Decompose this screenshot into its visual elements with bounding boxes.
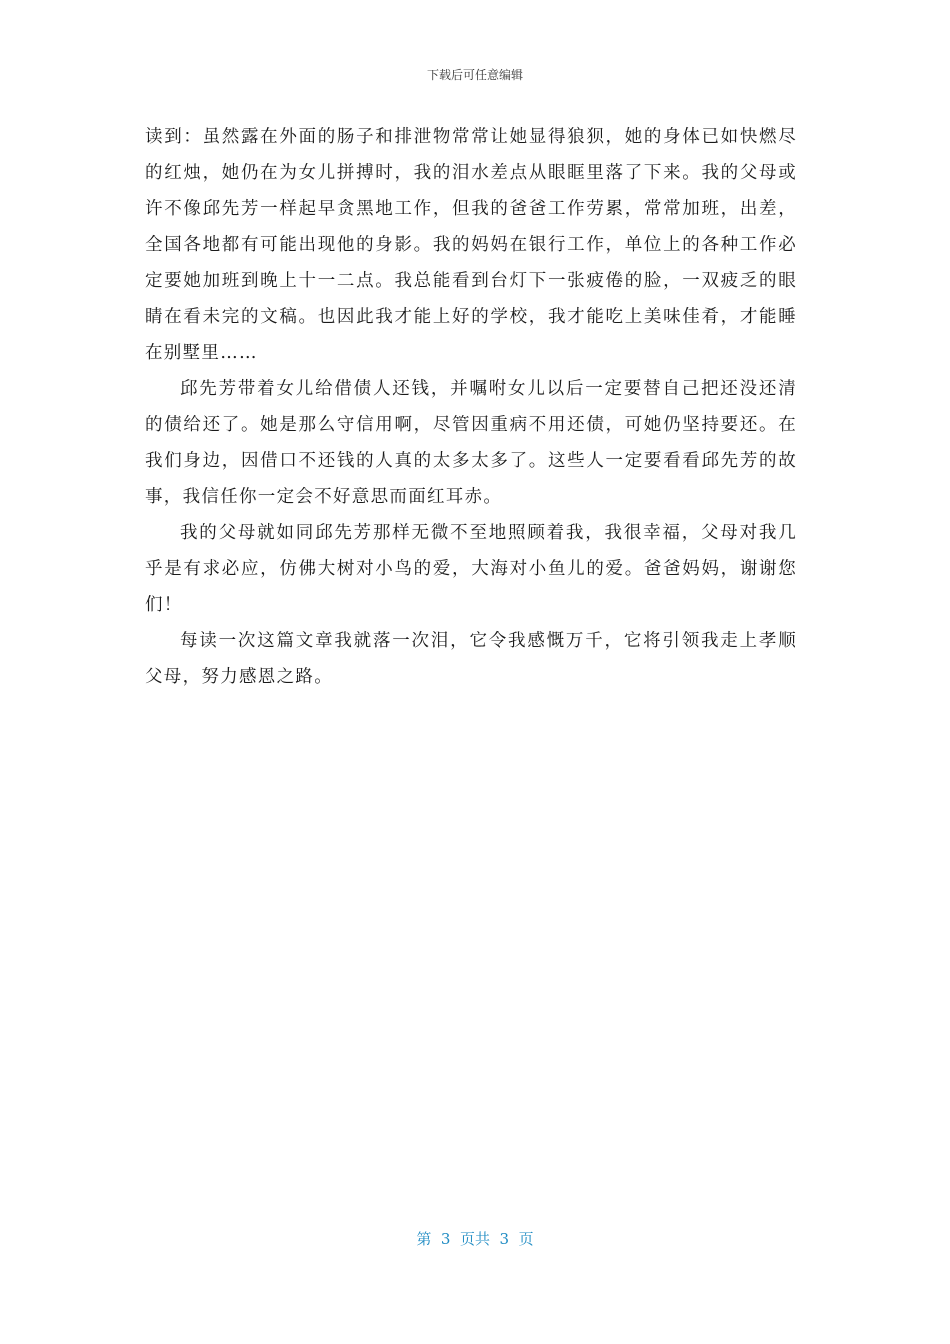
paragraph-2: 邱先芳带着女儿给借债人还钱，并嘱咐女儿以后一定要替自己把还没还清的债给还了。她是那么守信用啊，尽管因重病不用还债，可她仍坚持要还。在我们身边，因借口不还钱的人真的太多太多了。这些人一定要看看邱先芳的故事，我信任你一定会不好意思而面红耳赤。 <box>145 379 797 507</box>
paragraph-3: 我的父母就如同邱先芳那样无微不至地照顾着我，我很幸福，父母对我几乎是有求必应，仿佛大树对小鸟的爱，大海对小鱼儿的爱。爸爸妈妈，谢谢您们！ <box>145 523 797 615</box>
page-number-footer: 第 3 页共 3 页 <box>416 1230 534 1248</box>
paragraph-4: 每读一次这篇文章我就落一次泪，它令我感慨万千，它将引领我走上孝顺父母，努力感恩之路。 <box>145 631 797 687</box>
paragraph-1: 读到：虽然露在外面的肠子和排泄物常常让她显得狼狈，她的身体已如快燃尽的红烛，她仍在为女儿拼搏时，我的泪水差点从眼眶里落了下来。我的父母或许不像邱先芳一样起早贪黑地工作，但我的爸爸工作劳累，常常加班，出差，全国各地都有可能出现他的身影。我的妈妈在银行工作，单位上的各种工作必定要她加班到晚上十一二点。我总能看到台灯下一张疲倦的脸，一双疲乏的眼睛在看未完的文稿。也因此我才能上好的学校，我才能吃上美味佳肴，才能睡在别墅里…… <box>145 127 797 363</box>
page-header: 下载后可任意编辑 <box>426 68 523 82</box>
document-body <box>145 119 797 695</box>
